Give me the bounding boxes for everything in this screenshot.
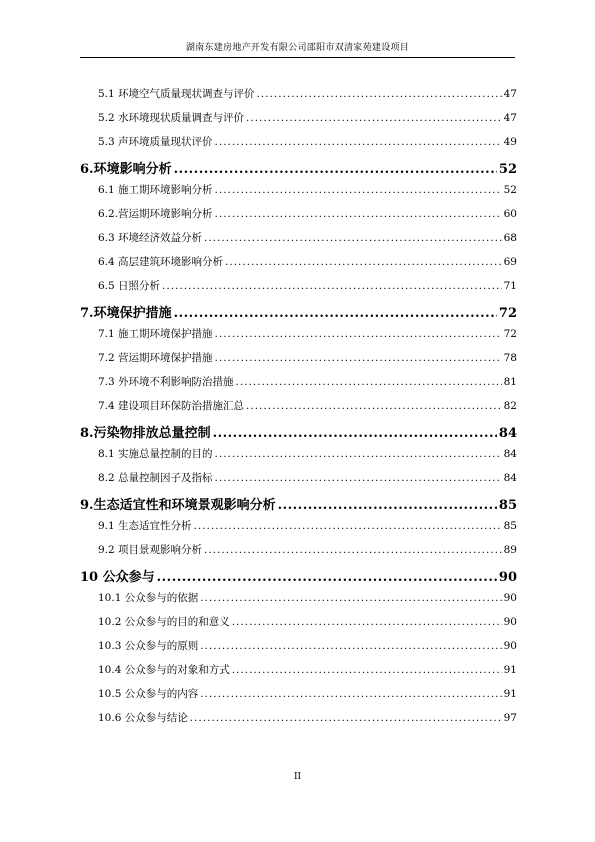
toc-leader-dots	[204, 232, 502, 244]
toc-leader-dots	[215, 208, 502, 220]
toc-section-entry[interactable]	[80, 350, 517, 365]
toc-entry-label: 6.4 高层建筑环境影响分析	[98, 256, 224, 268]
toc-leader-dots	[232, 616, 502, 628]
toc-page-number: 78	[503, 352, 517, 364]
toc-section-entry[interactable]	[80, 542, 517, 557]
toc-leader-dots	[215, 448, 502, 460]
toc-entry-label: 8.1 实施总量控制的目的	[98, 448, 213, 460]
toc-page-number: 52	[498, 162, 517, 177]
toc-entry-label: 6.5 日照分析	[98, 280, 161, 292]
toc-entry-label: 9.2 项目景观影响分析	[98, 544, 203, 556]
toc-leader-dots	[236, 376, 502, 388]
toc-leader-dots	[213, 426, 497, 441]
toc-entry-label: 7.3 外环境不利影响防治措施	[98, 376, 234, 388]
toc-page-number: 91	[503, 688, 517, 700]
toc-leader-dots	[257, 88, 502, 100]
toc-entry-label: 7.环境保护措施	[80, 306, 172, 321]
toc-leader-dots	[215, 136, 502, 148]
toc-leader-dots	[200, 592, 501, 604]
toc-page-number: 68	[503, 232, 517, 244]
toc-page-number: 72	[503, 328, 517, 340]
toc-entry-label: 10.1 公众参与的依据	[98, 592, 199, 604]
toc-leader-dots	[215, 184, 502, 196]
toc-leader-dots	[200, 640, 501, 652]
toc-page-number: 52	[503, 184, 517, 196]
toc-leader-dots	[162, 280, 502, 292]
toc-section-entry[interactable]	[80, 110, 517, 125]
toc-page-number: 90	[498, 570, 517, 585]
toc-section-entry[interactable]	[80, 134, 517, 149]
toc-leader-dots	[194, 520, 502, 532]
toc-section-entry[interactable]	[80, 398, 517, 413]
toc-entry-label: 7.1 施工期环境保护措施	[98, 328, 213, 340]
toc-entry-label: 5.3 声环境质量现状评价	[98, 136, 213, 148]
toc-page-number: 85	[503, 520, 517, 532]
toc-page-number: 82	[503, 400, 517, 412]
toc-section-entry[interactable]	[80, 326, 517, 341]
toc-entry-label: 10.4 公众参与的对象和方式	[98, 664, 230, 676]
toc-entry-label: 10.6 公众参与结论	[98, 712, 188, 724]
toc-section-entry[interactable]	[80, 470, 517, 485]
toc-section-entry[interactable]	[80, 230, 517, 245]
toc-chapter-entry[interactable]	[80, 566, 517, 585]
toc-leader-dots	[174, 306, 497, 321]
toc-entry-label: 8.污染物排放总量控制	[80, 426, 211, 441]
toc-page-number: 91	[503, 664, 517, 676]
toc-page-number: 89	[503, 544, 517, 556]
toc-leader-dots	[246, 400, 502, 412]
toc-entry-label: 6.1 施工期环境影响分析	[98, 184, 213, 196]
toc-page-number: 90	[503, 640, 517, 652]
toc-page-number: 90	[503, 592, 517, 604]
toc-section-entry[interactable]	[80, 374, 517, 389]
toc-page-number: 47	[503, 88, 517, 100]
toc-section-entry[interactable]	[80, 590, 517, 605]
toc-page-number: 84	[503, 472, 517, 484]
toc-section-entry[interactable]	[80, 518, 517, 533]
toc-entry-label: 8.2 总量控制因子及指标	[98, 472, 213, 484]
toc-section-entry[interactable]	[80, 206, 517, 221]
toc-entry-label: 7.4 建设项目环保防治措施汇总	[98, 400, 245, 412]
toc-entry-label: 6.环境影响分析	[80, 162, 172, 177]
toc-entry-label: 9.生态适宜性和环境景观影响分析	[80, 498, 276, 513]
toc-page-number: 71	[503, 280, 517, 292]
toc-chapter-entry[interactable]	[80, 494, 517, 513]
toc-page-number: 49	[503, 136, 517, 148]
toc-page-number: 85	[498, 498, 517, 513]
toc-leader-dots	[215, 328, 502, 340]
toc-page-number: 60	[503, 208, 517, 220]
toc-leader-dots	[215, 472, 502, 484]
toc-section-entry[interactable]	[80, 182, 517, 197]
toc-section-entry[interactable]	[80, 662, 517, 677]
toc-entry-label: 5.2 水环境现状质量调查与评价	[98, 112, 245, 124]
toc-chapter-entry[interactable]	[80, 302, 517, 321]
toc-section-entry[interactable]	[80, 614, 517, 629]
toc-section-entry[interactable]	[80, 446, 517, 461]
toc-leader-dots	[204, 544, 502, 556]
toc-section-entry[interactable]	[80, 254, 517, 269]
toc-section-entry[interactable]	[80, 638, 517, 653]
toc-leader-dots	[157, 570, 497, 585]
toc-entry-label: 6.2.营运期环境影响分析	[98, 208, 213, 220]
page-number: II	[293, 772, 302, 782]
toc-page-number: 69	[503, 256, 517, 268]
toc-leader-dots	[174, 162, 497, 177]
toc-leader-dots	[225, 256, 502, 268]
toc-leader-dots	[278, 498, 497, 513]
toc-section-entry[interactable]	[80, 278, 517, 293]
toc-page-number: 84	[498, 426, 517, 441]
toc-chapter-entry[interactable]	[80, 422, 517, 441]
toc-entry-label: 10.5 公众参与的内容	[98, 688, 199, 700]
toc-entry-label: 9.1 生态适宜性分析	[98, 520, 192, 532]
toc-page-number: 47	[503, 112, 517, 124]
toc-page-number: 81	[503, 376, 517, 388]
toc-section-entry[interactable]	[80, 710, 517, 725]
toc-page-number: 84	[503, 448, 517, 460]
toc-leader-dots	[246, 112, 502, 124]
toc-entry-label: 7.2 营运期环境保护措施	[98, 352, 213, 364]
toc-leader-dots	[190, 712, 502, 724]
toc-section-entry[interactable]	[80, 86, 517, 101]
toc-entry-label: 10 公众参与	[80, 570, 155, 585]
toc-entry-label: 6.3 环境经济效益分析	[98, 232, 203, 244]
toc-page-number: 72	[498, 306, 517, 321]
toc-chapter-entry[interactable]	[80, 158, 517, 177]
page-header: 湖南东建房地产开发有限公司邵阳市双清家苑建设项目	[80, 40, 515, 58]
toc-section-entry[interactable]	[80, 686, 517, 701]
toc-page-number: 97	[503, 712, 517, 724]
toc-page-number: 90	[503, 616, 517, 628]
toc-entry-label: 10.2 公众参与的目的和意义	[98, 616, 230, 628]
toc-leader-dots	[200, 688, 501, 700]
toc-entry-label: 10.3 公众参与的原则	[98, 640, 199, 652]
toc-entry-label: 5.1 环境空气质量现状调查与评价	[98, 88, 255, 100]
toc-leader-dots	[232, 664, 502, 676]
toc-leader-dots	[215, 352, 502, 364]
